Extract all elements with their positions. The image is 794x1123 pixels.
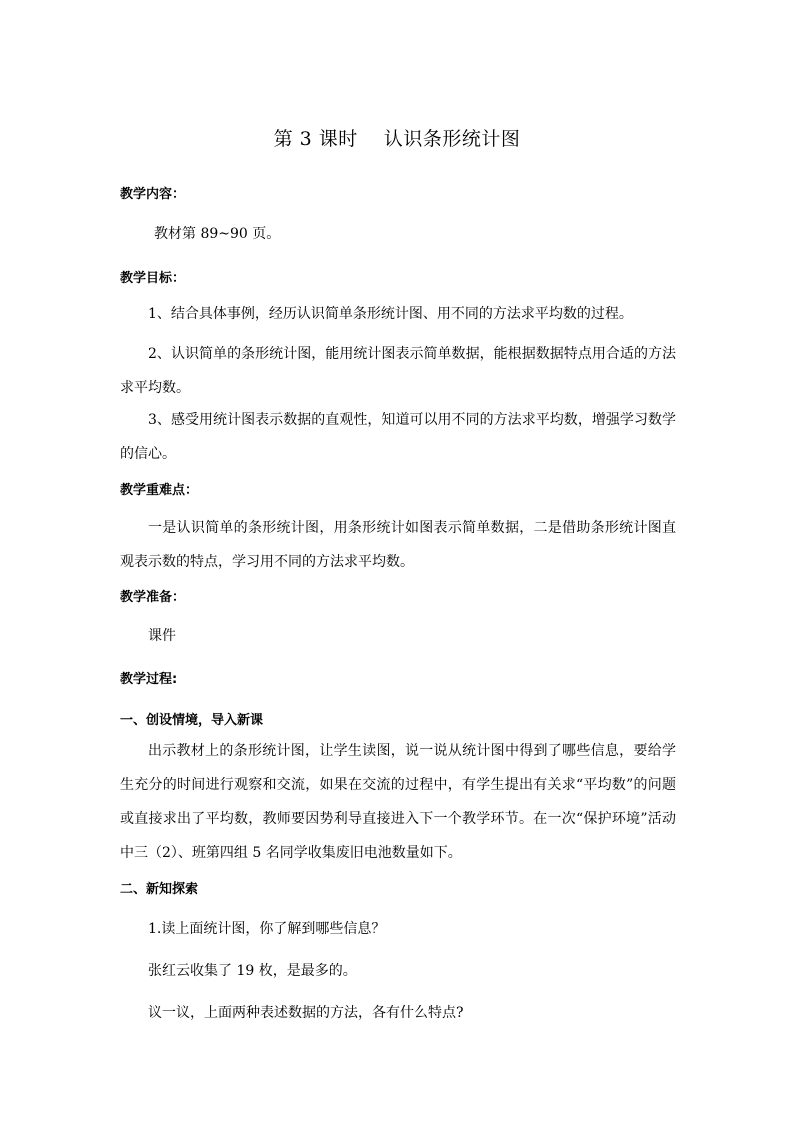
goal-3: 3、感受用统计图表示数据的直观性，知道可以用不同的方法求平均数，增强学习数学的信心。 <box>120 412 676 462</box>
question-2: 议一议，上面两种表述数据的方法，各有什么特点? <box>148 1005 464 1021</box>
content-heading: 教学内容： <box>120 187 186 202</box>
step-1-heading: 一、创设情境，导入新课 <box>120 713 264 728</box>
question-1: 1.读上面统计图，你了解到哪些信息？ <box>148 921 386 937</box>
key-points-heading: 教学重难点： <box>120 483 199 498</box>
process-heading: 教学过程: <box>120 672 178 687</box>
content-text: 教材第 89~90 页。 <box>154 226 281 242</box>
goal-1: 1、结合具体事例，经历认识简单条形统计图、用不同的方法求平均数的过程。 <box>148 306 633 322</box>
page-title: 第 3 课时 认识条形统计图 <box>273 128 521 150</box>
goals-heading: 教学目标： <box>120 271 186 286</box>
step-1-text: 出示教材上的条形统计图，让学生读图，说一说从统计图中得到了哪些信息，要给学生充分的时间进行观察和交流，如果在交流的过程中，有学生提出有关求“平均数”的问题或直接求出了平均数，教师要因势利导直接进入下一个教学环节。在一次“保护环境”活动中三（2）、班第四组 5 名同学收集废旧电池数量如下。 <box>120 743 676 861</box>
preparation-heading: 教学准备： <box>120 590 186 605</box>
key-points-text: 一是认识简单的条形统计图，用条形统计如图表示简单数据，二是借助条形统计图直观表示数的特点，学习用不同的方法求平均数。 <box>120 520 676 570</box>
goal-2: 2、认识简单的条形统计图，能用统计图表示简单数据，能根据数据特点用合适的方法求平均数。 <box>120 346 676 396</box>
answer-1: 张红云收集了 19 枚，是最多的。 <box>148 963 357 979</box>
preparation-text: 课件 <box>148 628 176 644</box>
step-2-heading: 二、新知探索 <box>120 882 199 897</box>
